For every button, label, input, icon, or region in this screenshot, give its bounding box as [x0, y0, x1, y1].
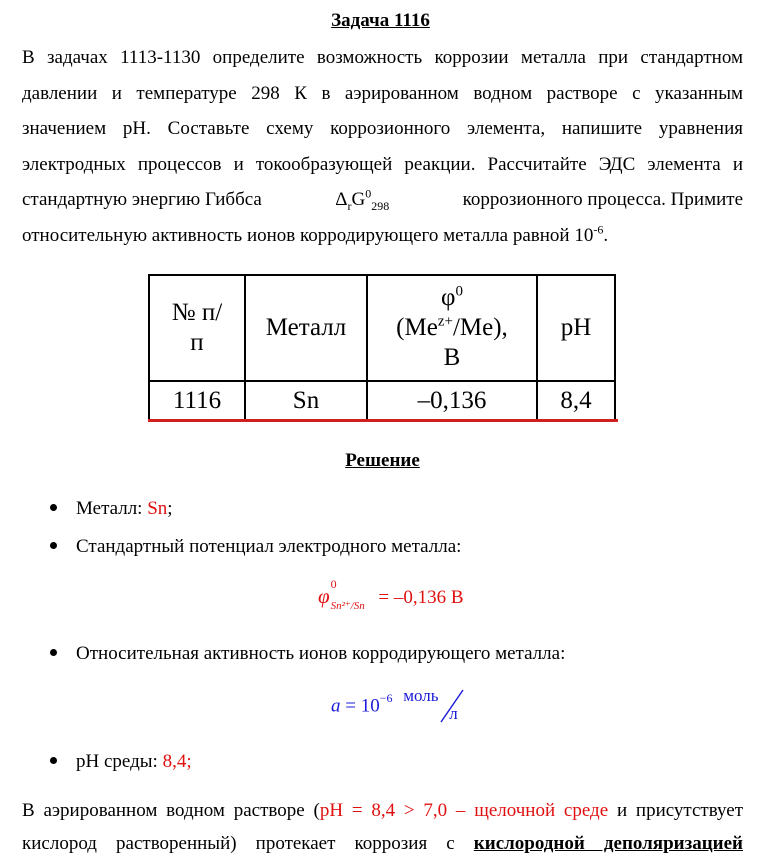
solution-title: Решение — [345, 450, 420, 471]
problem-title: Задача 1116 — [331, 10, 430, 31]
gibbs-symbol: $\Delta_rG^0_{298}$ — [335, 187, 390, 214]
bullet-dot-icon — [50, 649, 57, 656]
conclusion-paragraph: В аэрированном водном растворе (pH = 8,4 > 7,0 – щелочной среде и присутствует кислород растворенный) протекает коррозия с кислородной деполяризацией — [22, 800, 744, 854]
formula-potential: φ 0 Sn²⁺/Sn = –0,136 В — [318, 576, 464, 612]
header-ph: pH — [537, 275, 615, 381]
problem-statement — [22, 40, 743, 254]
bullet-dot-icon — [50, 504, 57, 511]
bullet-dot-icon — [50, 757, 57, 764]
cell-ph: 8,4 — [537, 381, 615, 421]
bullet-dot-icon — [50, 542, 57, 549]
bullet-metal: Металл: Sn; — [50, 498, 173, 520]
table-header-row — [149, 275, 615, 381]
statement-gibbs-lead: стандартную энергию Гиббса — [22, 189, 262, 211]
statement-line-5 — [22, 182, 743, 218]
cell-metal: Sn — [245, 381, 367, 421]
cell-potential: –0,136 — [367, 381, 537, 421]
statement-line-3: значением pH. Составьте схему коррозионного элемента, напишите уравнения — [22, 118, 743, 140]
statement-line-1: В задачах 1113-1130 определите возможность коррозии металла при стандартном — [22, 47, 743, 68]
header-potential: $\varphi^0$ $(Me^{z+}/Me)$, В — [367, 275, 537, 381]
statement-gibbs-tail: коррозионного процесса. Примите — [462, 189, 743, 211]
bullet-ph: pH среды: 8,4; — [50, 751, 192, 773]
header-metal: Металл — [245, 275, 367, 381]
formula-activity: $a = 10^{-6}$ моль л — [331, 690, 473, 724]
cell-number: 1116 — [149, 381, 245, 421]
table-underline — [148, 419, 618, 422]
statement-line-4: электродных процессов и токообразующей реакции. Рассчитайте ЭДС элемента и — [22, 153, 743, 175]
data-table — [148, 274, 616, 422]
statement-line-2: давлении и температуре 298 К в аэрированном водном растворе с указанным — [22, 82, 743, 104]
header-number: № п/п — [149, 275, 245, 381]
table-row — [149, 381, 615, 421]
statement-line-6: относительную активность ионов корродирующего металла равной $10^{-6}$. — [22, 222, 609, 246]
bullet-potential: Стандартный потенциал электродного металла: — [50, 536, 461, 558]
bullet-activity: Относительная активность ионов корродирующего металла: — [50, 643, 565, 665]
